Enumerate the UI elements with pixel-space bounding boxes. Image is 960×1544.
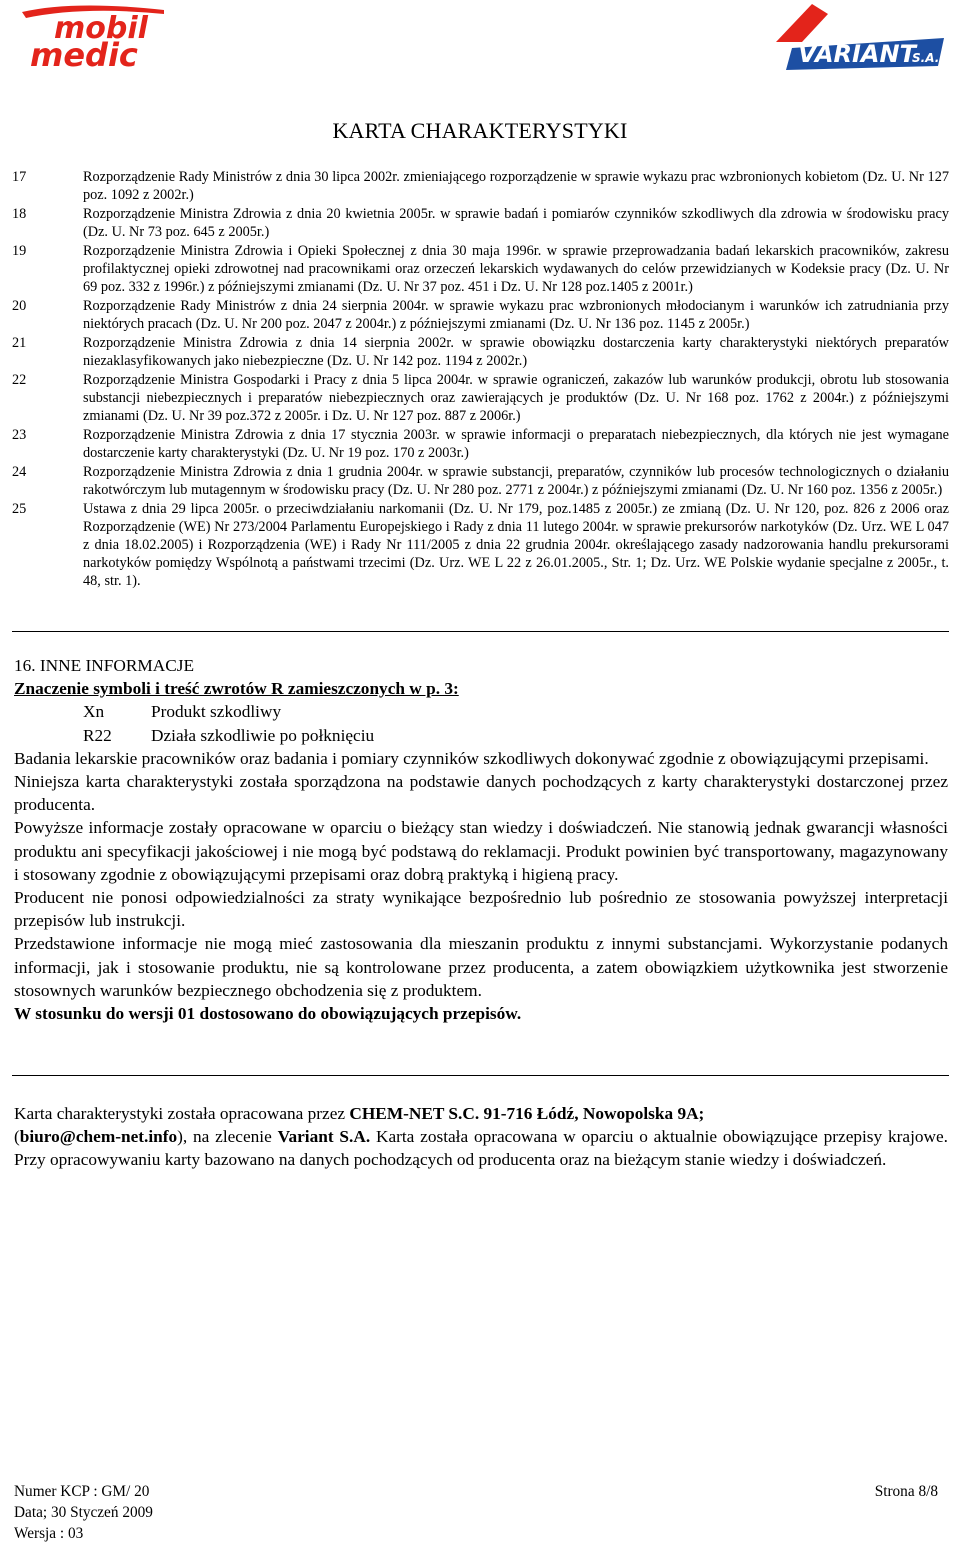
ref-text: Rozporządzenie Ministra Zdrowia z dnia 1 grudnia 2004r. w sprawie substancji, preparatów, czynników lub procesów technologicznych o działaniu rakotwórczym lub mutagennym w środowisku pracy (Dz. U. Nr 280 poz. 2771 z 2004r.) z późniejszymi zmianami (Dz. U. Nr 160 poz. 1356 z 2005r.): [83, 463, 949, 498]
note-text: Karta została opracowana w oparciu o aktualnie obowiązujące przepisy krajowe. Przy opracowywaniu karty bazowano na danych pochodzących od producenta oraz na bieżącym stanie wiedzy i doświadczeń.: [14, 1127, 948, 1170]
symbol-text: Produkt szkodliwy: [151, 702, 282, 722]
list-item: [12, 242, 949, 297]
kcp-number: Numer KCP : GM/ 20: [14, 1483, 150, 1500]
symbol-row: [14, 700, 948, 723]
symbol-text: Działa szkodliwie po połknięciu: [151, 725, 375, 745]
list-item: [12, 371, 949, 426]
ref-text: Rozporządzenie Rady Ministrów z dnia 30 lipca 2002r. zmieniającego rozporządzenie w sprawie wykazu prac wzbronionych kobietom (Dz. U. Nr 127 poz. 1092 z 2002r.): [83, 169, 949, 204]
ref-number: 25: [12, 500, 27, 517]
list-item: [12, 426, 949, 462]
divider: [12, 1075, 949, 1076]
ref-text: Rozporządzenie Ministra Gospodarki i Pracy z dnia 5 lipca 2004r. w sprawie ograniczeń, zakazów lub warunków produkcji, obrotu lub stosowania substancji niebezpiecznych i preparatów niebezpiecznych oraz zawierających je produktów (Dz. U. Nr 168 poz. 1762 z 2004r.) z późniejszymi zmianami (Dz. U. Nr 39 poz.372 z 2005r. i Dz. U. Nr 127 poz. 887 z 2006r.): [83, 371, 949, 425]
ref-text: Rozporządzenie Ministra Zdrowia z dnia 14 sierpnia 2002r. w sprawie obowiązku dostarczenia karty charakterystyki niektórych preparatów niezaklasyfikowanych jako niebezpieczne (Dz. U. Nr 142 poz. 1194 z 2002r.): [83, 334, 949, 370]
section-heading: 16. INNE INFORMACJE: [14, 656, 195, 675]
ref-number: 22: [12, 371, 27, 388]
ref-text: Rozporządzenie Ministra Zdrowia z dnia 20 kwietnia 2005r. w sprawie badań i pomiarów czynników szkodliwych dla zdrowia w środowisku pracy (Dz. U. Nr 73 poz. 645 z 2005r.): [83, 205, 949, 241]
list-item: [12, 205, 949, 241]
symbol-code: R22: [83, 725, 112, 745]
section-other-information: [14, 654, 948, 1025]
ref-number: 24: [12, 463, 27, 480]
document-date: Data; 30 Styczeń 2009: [14, 1504, 153, 1521]
list-item: [12, 297, 949, 333]
ref-text: Rozporządzenie Ministra Zdrowia z dnia 17 stycznia 2003r. w sprawie informacji o preparatach niebezpiecznych, dla których nie jest wymagane dostarczenie karty charakterystyki (Dz. U. Nr 19 poz. 170 z 2003r.): [83, 426, 949, 462]
paragraph: Przedstawione informacje nie mogą mieć zastosowania dla mieszanin produktu z innymi substancjami. Wykorzystanie podanych informacji, jak i stosowanie produktu, nie są kontrolowane przez producenta, a zatem obowiązkiem użytkownika jest stworzenie stosownych warunków bezpiecznego obchodzenia się z produktem.: [14, 934, 948, 1000]
page-footer: [14, 1481, 938, 1544]
version-note: W stosunku do wersji 01 dostosowano do obowiązujących przepisów.: [14, 1004, 522, 1024]
client-name: Variant S.A.: [277, 1127, 371, 1147]
ref-number: 20: [12, 297, 27, 314]
ref-number: 21: [12, 334, 27, 351]
ref-number: 18: [12, 205, 27, 222]
paragraph: Niniejsza karta charakterystyki została sporządzona na podstawie danych pochodzących z karty charakterystyki dostarczonej przez producenta.: [14, 772, 948, 815]
logo-left-line2: medic: [30, 36, 138, 72]
legal-references-list: [12, 168, 949, 591]
document-title: KARTA CHARAKTERYSTYKI: [332, 118, 628, 143]
symbol-row: [14, 724, 948, 747]
section-subheading: Znaczenie symboli i treść zwrotów R zamieszczonych w p. 3:: [14, 679, 459, 699]
list-item: [12, 463, 949, 499]
document-version: Wersja : 03: [14, 1525, 84, 1542]
preparer-note: [14, 1102, 948, 1172]
list-item: [12, 168, 949, 204]
paragraph: Powyższe informacje zostały opracowane w oparciu o bieżący stan wiedzy i doświadczeń. Nie stanowią jednak gwarancji własności produktu ani specyfikacji jakościowej i nie mogą być podstawą do reklamacji. Produkt powinien być transportowany, magazynowany i stosowany zgodnie z obowiązującymi przepisami oraz dobrą praktyką i higieną pracy.: [14, 818, 948, 884]
list-item: [12, 500, 949, 591]
note-text: Karta charakterystyki została opracowana przez: [14, 1104, 350, 1123]
ref-text: Rozporządzenie Rady Ministrów z dnia 24 sierpnia 2004r. w sprawie wykazu prac wzbronionych młodocianym i warunków ich zatrudniania przy niektórych pracach (Dz. U. Nr 200 poz. 2047 z 2004r.) z późniejszymi zmianami (Dz. U. Nr 136 poz. 1145 z 2005r.): [83, 297, 949, 333]
list-item: [12, 334, 949, 370]
logo-left-line1: mobil: [54, 11, 148, 46]
note-text: (: [14, 1127, 20, 1147]
paragraph: Badania lekarskie pracowników oraz badania i pomiary czynników szkodliwych dokonywać zgodnie z obowiązującymi przepisami.: [14, 748, 929, 768]
logo-right-suffix: S.A.: [912, 51, 940, 65]
preparer-email[interactable]: biuro@chem-net.info: [19, 1127, 178, 1147]
note-text: ), na zlecenie: [177, 1127, 278, 1147]
preparer-company: CHEM-NET S.C. 91-716 Łódź, Nowopolska 9A;: [349, 1104, 705, 1123]
page-number: Strona 8/8: [874, 1483, 938, 1500]
variant-logo: [772, 2, 948, 72]
paragraph: Producent nie ponosi odpowiedzialności za straty wynikające bezpośrednio lub pośrednio ze stosowania powyższej interpretacji przepisów lub instrukcji.: [14, 888, 948, 931]
logo-right-text: VARIANT: [798, 40, 916, 68]
divider: [12, 631, 949, 632]
ref-number: 17: [12, 169, 27, 185]
ref-number: 23: [12, 426, 27, 443]
symbol-code: Xn: [83, 702, 105, 722]
mobil-medic-logo: [14, 4, 186, 72]
ref-number: 19: [12, 242, 27, 259]
ref-text: Ustawa z dnia 29 lipca 2005r. o przeciwdziałaniu narkomanii (Dz. U. Nr 179, poz.1485 z 2005r.) ze zmianą (Dz. U. Nr 120, poz. 826 z 2006 oraz Rozporządzenie (WE) Nr 273/2004 Parlamentu Europejskiego i Rady z dnia 11 lutego 2004r. w sprawie prekursorów narkotyków (Dz. Urz. WE L 047 z dnia 18.02.2005) i Rozporządzenia (WE) i Rady Nr 111/2005 z dnia 22 grudnia 2004r. określającego zasady nadzorowania handlu prekursorami narkotyków pomiędzy Wspólnotą a państwami trzecimi (Dz. Urz. WE L 22 z 26.01.2005., Str. 1; Dz. Urz. WE Polskie wydanie specjalne z 2005r., t. 48, str. 1).: [83, 500, 949, 590]
ref-text: Rozporządzenie Ministra Zdrowia i Opieki Społecznej z dnia 30 maja 1996r. w sprawie przeprowadzania badań lekarskich pracowników, zakresu profilaktycznej opieki zdrowotnej nad pracownikami oraz orzeczeń lekarskich wydawanych do celów przewidzianych w Kodeksie pracy (Dz. U. Nr 69 poz. 332 z 1996r.) z późniejszymi zmianami (Dz. U. Nr 37 poz. 451 i Dz. U. Nr 128 poz.1405 z 2001r.): [83, 242, 949, 296]
